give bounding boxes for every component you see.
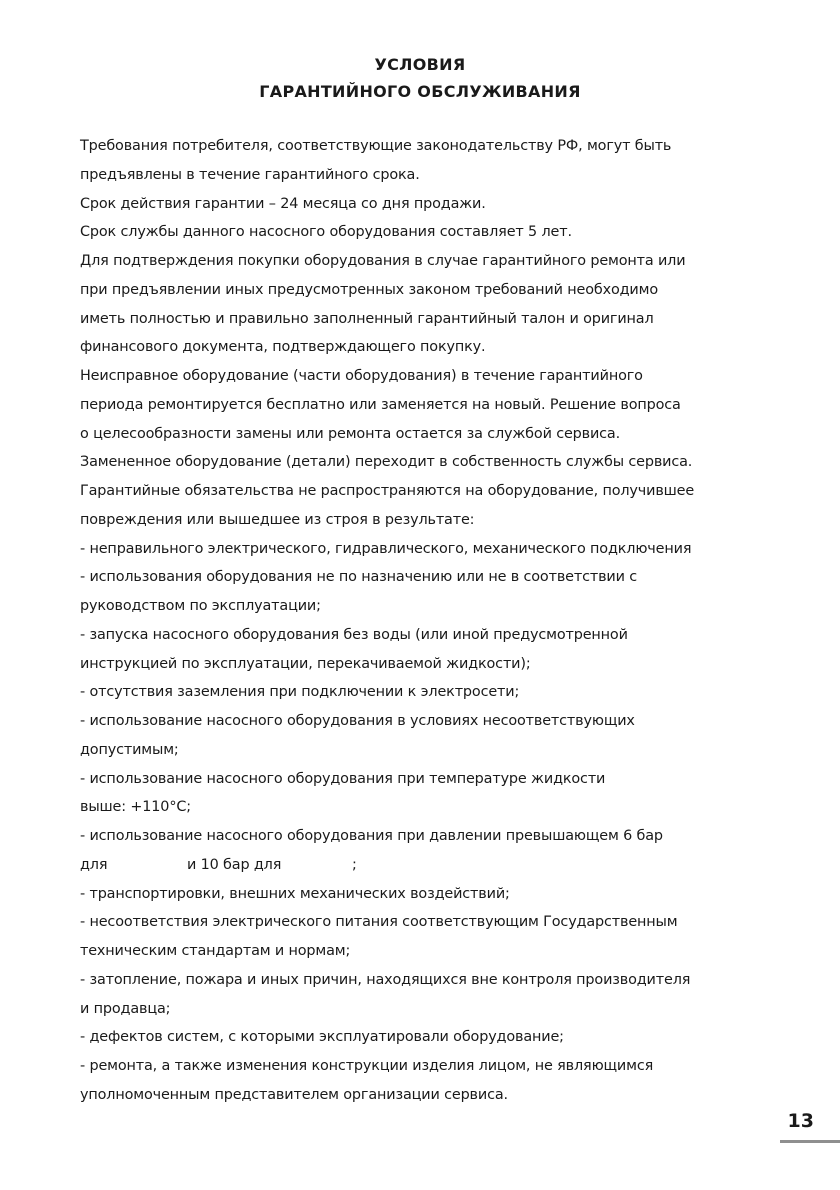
- list-item-line: - затопление, пожара и иных причин, находящихся вне контроля производителя: [80, 971, 691, 988]
- list-item-line: - дефектов систем, с которыми эксплуатировали оборудование;: [80, 1029, 564, 1046]
- text-line: Неисправное оборудование (части оборудования) в течение гарантийного: [80, 368, 643, 384]
- text-line: о целесообразности замены или ремонта остается за службой сервиса.: [80, 425, 621, 442]
- text-line: периода ремонтируется бесплатно или заменяется на новый. Решение вопроса: [80, 396, 681, 413]
- text-line: при предъявлении иных предусмотренных законом требований необходимо: [80, 281, 658, 298]
- page-number-rule: [780, 1140, 840, 1143]
- text-line: Требования потребителя, соответствующие законодательству РФ, могут быть: [80, 138, 672, 154]
- list-item-line: выше: +110°С;: [80, 799, 191, 816]
- list-item-line: допустимым;: [80, 741, 179, 758]
- page-title-line-2: ГАРАНТИЙНОГО ОБСЛУЖИВАНИЯ: [259, 82, 581, 101]
- warranty-conditions-text: [80, 132, 780, 1110]
- list-item-line: и продавца;: [80, 1000, 171, 1017]
- list-item-line: - запуска насосного оборудования без воды (или иной предусмотренной: [80, 626, 628, 643]
- list-item-line: - использование насосного оборудования в условиях несоответствующих: [80, 713, 635, 729]
- list-item-line: - использование насосного оборудования при температуре жидкости: [80, 770, 606, 787]
- list-item-line: техническим стандартам и нормам;: [80, 943, 351, 959]
- list-item-line: - использования оборудования не по назначению или не в соответствии с: [80, 569, 637, 586]
- list-item-line: - транспортировки, внешних механических воздействий;: [80, 885, 510, 902]
- text-line: Срок действия гарантии – 24 месяца со дня продажи.: [80, 195, 486, 212]
- list-item-line: руководством по эксплуатации;: [80, 598, 321, 614]
- list-item-line: - неправильного электрического, гидравлического, механического подключения: [80, 540, 692, 557]
- text-line: финансового документа, подтверждающего покупку.: [80, 339, 486, 356]
- list-item-line: - ремонта, а также изменения конструкции изделия лицом, не являющимся: [80, 1058, 654, 1074]
- text-line: Гарантийные обязательства не распространяются на оборудование, получившее: [80, 483, 695, 499]
- text-line: повреждения или вышедшее из строя в результате:: [80, 511, 475, 528]
- page-title-line-1: УСЛОВИЯ: [374, 55, 466, 74]
- list-item-line: инструкцией по эксплуатации, перекачиваемой жидкости);: [80, 655, 531, 672]
- list-item-line: для и 10 бар для ;: [80, 856, 357, 873]
- text-line: иметь полностью и правильно заполненный гарантийный талон и оригинал: [80, 310, 654, 327]
- text-line: предъявлены в течение гарантийного срока.: [80, 166, 420, 183]
- page-number: 13: [787, 1110, 814, 1132]
- list-item-line: уполномоченным представителем организации сервиса.: [80, 1086, 508, 1103]
- list-item-line: - использование насосного оборудования при давлении превышающем 6 бар: [80, 828, 663, 844]
- text-line: Для подтверждения покупки оборудования в случае гарантийного ремонта или: [80, 253, 686, 269]
- list-item-line: - несоответствия электрического питания соответствующим Государственным: [80, 914, 678, 931]
- text-line: Замененное оборудование (детали) переходит в собственность службы сервиса.: [80, 454, 693, 471]
- text-line: Срок службы данного насосного оборудования составляет 5 лет.: [80, 224, 572, 241]
- list-item-line: - отсутствия заземления при подключении к электросети;: [80, 684, 520, 701]
